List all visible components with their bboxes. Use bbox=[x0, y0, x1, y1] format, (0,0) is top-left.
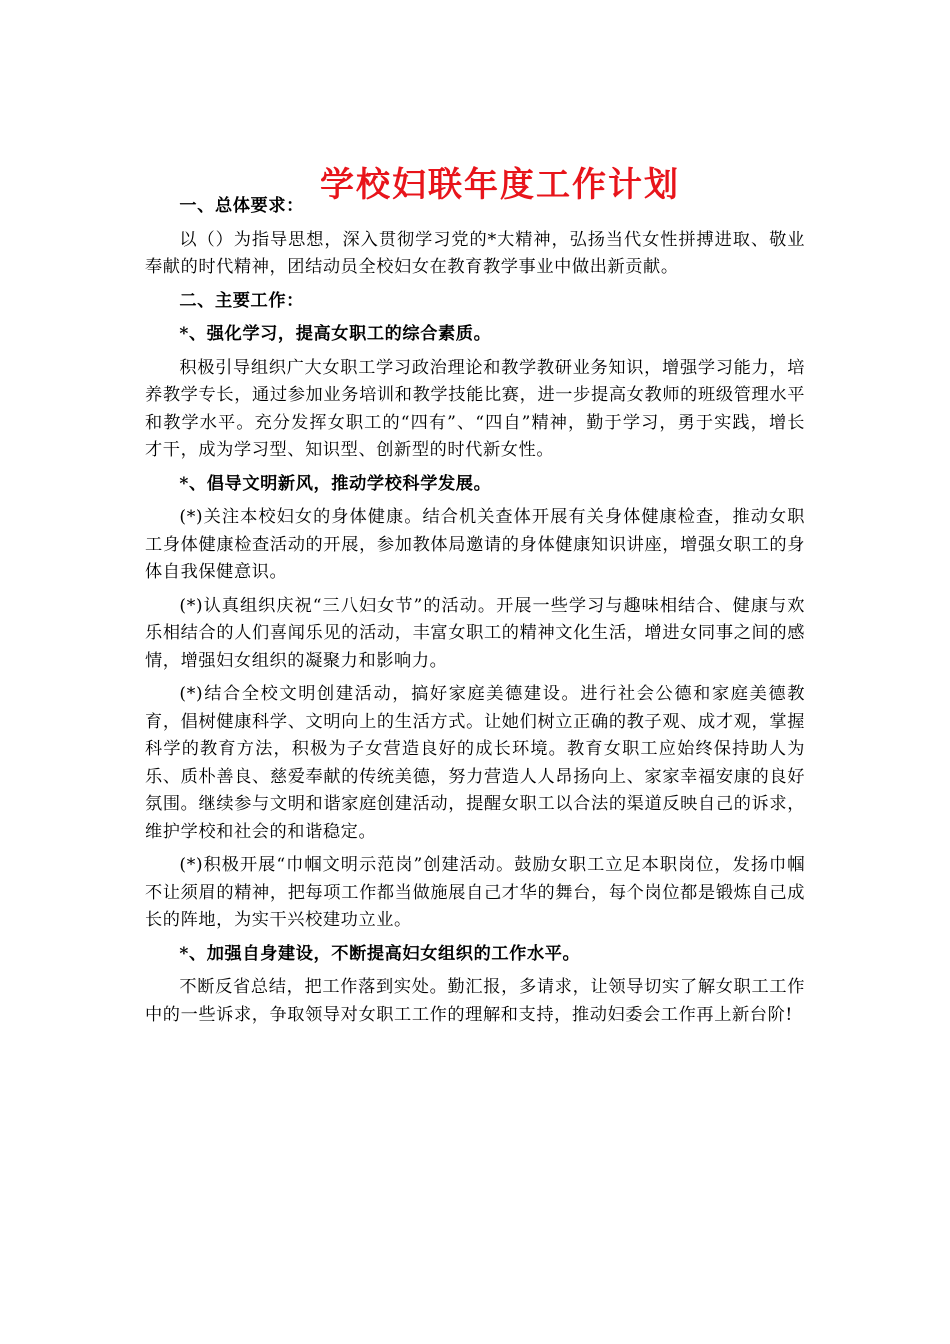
item-heading-study: *、强化学习，提高女职工的综合素质。 bbox=[179, 324, 492, 344]
paragraph-health: (*)关注本校妇女的身体健康。结合机关查体开展有关身体健康检查，推动女职工身体健康检查活动的开展，参加教体局邀请的身体健康知识讲座，增强女职工的身体自我保健意识。 bbox=[145, 507, 805, 582]
section-heading-general-requirements: 一、总体要求： bbox=[179, 196, 304, 216]
item-heading-self-building: *、加强自身建设，不断提高妇女组织的工作水平。 bbox=[179, 943, 581, 964]
section-heading-main-work: 二、主要工作： bbox=[179, 290, 304, 311]
document-title: 学校妇联年度工作计划 bbox=[320, 164, 680, 205]
paragraph-general-requirements: 以（）为指导思想，深入贯彻学习党的*大精神，弘扬当代女性拼搏进取、敬业奉献的时代精神，团结动员全校妇女在教育教学事业中做出新贡献。 bbox=[145, 229, 805, 277]
paragraph-womens-day: (*)认真组织庆祝“三八妇女节”的活动。开展一些学习与趣味相结合、健康与欢乐相结合的人们喜闻乐见的活动，丰富女职工的精神文化生活，增进女同事之间的感情，增强妇女组织的凝聚力和影响力。 bbox=[145, 595, 805, 671]
paragraph-model-post: (*)积极开展“巾帼文明示范岗”创建活动。鼓励女职工立足本职岗位，发扬巾帼不让须眉的精神，把每项工作都当做施展自己才华的舞台，每个岗位都是锻炼自己成长的阵地，为实干兴校建功立业。 bbox=[145, 855, 805, 930]
paragraph-study: 积极引导组织广大女职工学习政治理论和教学教研业务知识，增强学习能力，培养教学专长，通过参加业务培训和教学技能比赛，进一步提高女教师的班级管理水平和教学水平。充分发挥女职工的“四有”、“四自”精神，勤于学习，勇于实践，增长才干，成为学习型、知识型、创新型的时代新女性。 bbox=[145, 357, 805, 460]
paragraph-self-building: 不断反省总结，把工作落到实处。勤汇报，多请求，让领导切实了解女职工工作中的一些诉求，争取领导对女职工工作的理解和支持，推动妇委会工作再上新台阶! bbox=[145, 977, 805, 1025]
document-body bbox=[145, 193, 805, 1029]
paragraph-family-virtue: (*)结合全校文明创建活动，搞好家庭美德建设。进行社会公德和家庭美德教育，倡树健康科学、文明向上的生活方式。让她们树立正确的教子观、成才观，掌握科学的教育方法，积极为子女营造良好的成长环境。教育女职工应始终保持助人为乐、质朴善良、慈爱奉献的传统美德，努力营造人人昂扬向上、家家幸福安康的良好氛围。继续参与文明和谐家庭创建活动，提醒女职工以合法的渠道反映自己的诉求，维护学校和社会的和谐稳定。 bbox=[145, 684, 805, 842]
item-heading-civilization: *、倡导文明新风，推动学校科学发展。 bbox=[179, 473, 492, 494]
